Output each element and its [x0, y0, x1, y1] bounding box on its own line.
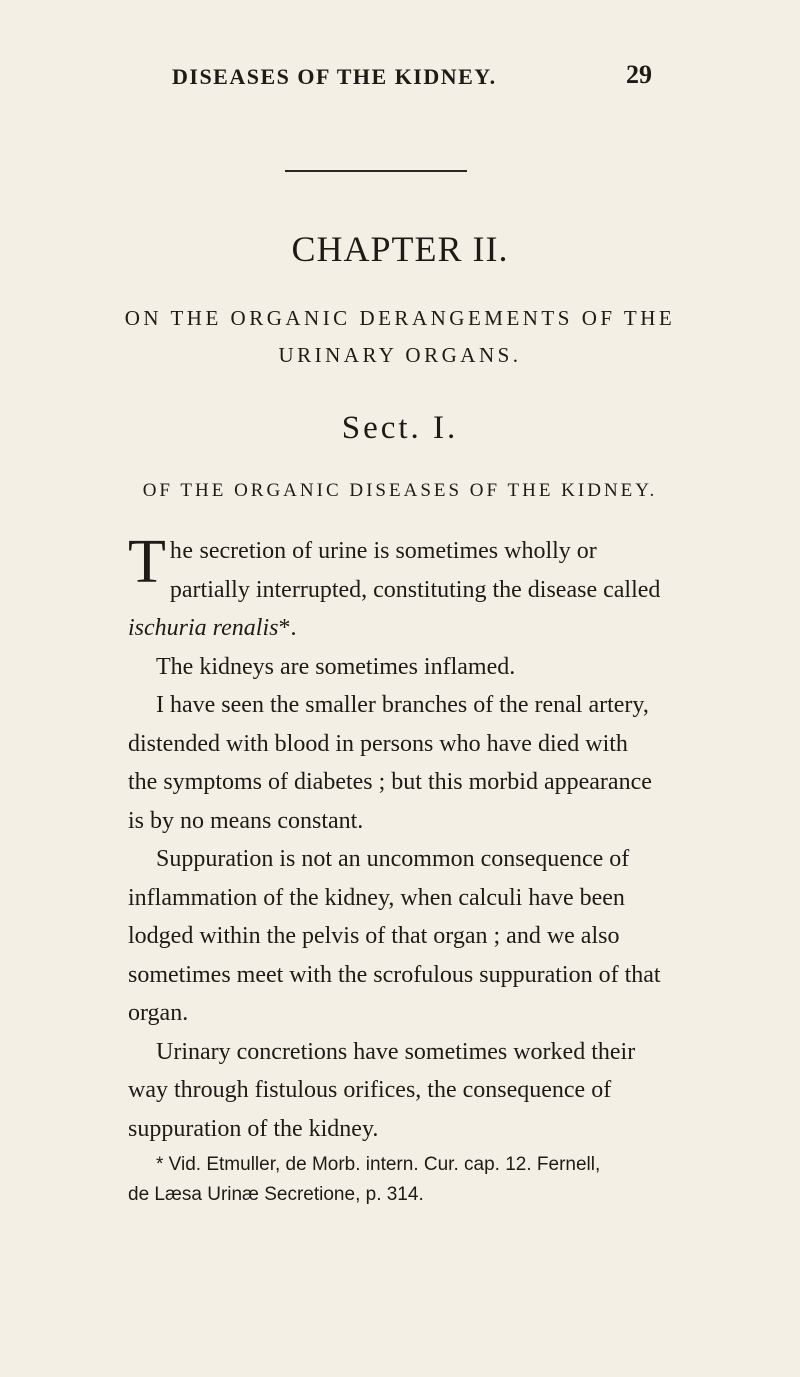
section-subtitle: OF THE ORGANIC DISEASES OF THE KIDNEY. — [142, 480, 658, 501]
footnote-line-2: de Læsa Urinæ Secretione, p. 314. — [128, 1184, 424, 1205]
paragraph-1-text: secretion of urine is sometimes wholly or partially interrupted, constituting the disease called — [169, 538, 661, 603]
footnote-line-1: * Vid. Etmuller, de Morb. intern. Cur. cap. 12. Fernell, — [156, 1154, 601, 1175]
paragraph-2: The kidneys are sometimes inflamed. — [156, 653, 516, 680]
lead-word: he — [169, 538, 194, 564]
paragraph-1 — [128, 528, 663, 648]
section-title: Sect. I. — [341, 410, 459, 446]
body-text — [128, 528, 663, 1148]
running-head — [0, 60, 800, 100]
footnote-marker: *. — [278, 615, 297, 641]
paragraph-3: I have seen the smaller branches of the renal artery, distended with blood in persons who have died with the symptoms of diabetes ; but this morbid appearance is by no means constant. — [128, 692, 652, 834]
paragraph-4: Suppuration is not an uncommon consequence of inflammation of the kidney, when calculi have been lodged within the pelvis of that organ ; and we also sometimes meet with the scrofulous suppuration of that organ. — [128, 846, 661, 1026]
page-number: 29 — [626, 60, 652, 89]
paragraph-5: Urinary concretions have sometimes worked their way through fistulous orifices, the consequence of suppuration of the kidney. — [128, 1038, 636, 1142]
drop-cap: T — [128, 528, 166, 596]
footnote — [128, 1150, 668, 1210]
chapter-rule — [285, 170, 467, 172]
running-title: DISEASES OF THE KIDNEY. — [172, 64, 497, 89]
latin-term: ischuria renalis — [128, 615, 279, 641]
chapter-subtitle-line1: ON THE ORGANIC DERANGEMENTS OF THE — [124, 306, 676, 330]
chapter-title: CHAPTER II. — [291, 229, 509, 269]
chapter-subtitle-line2: URINARY ORGANS. — [278, 343, 522, 367]
